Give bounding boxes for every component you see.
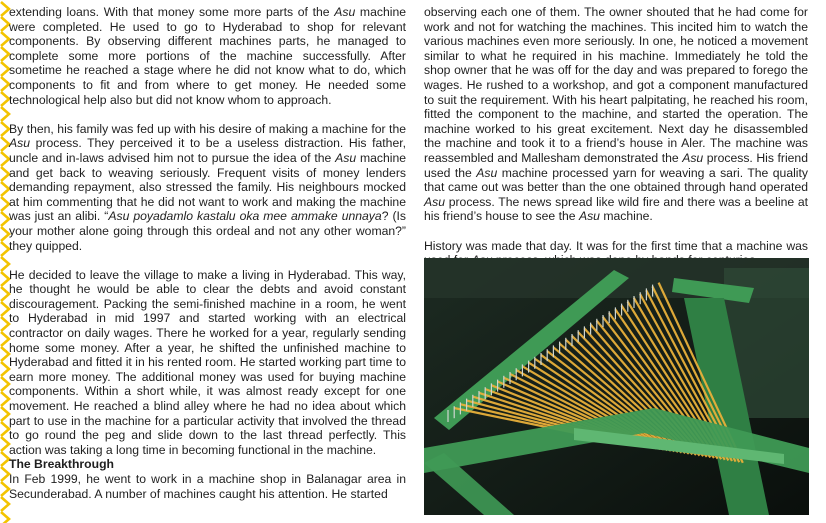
chevron-mark [1, 167, 9, 181]
italic-term: Asu [476, 165, 498, 180]
chevron-mark [1, 182, 9, 196]
chevron-mark [1, 272, 9, 286]
chevron-mark [1, 77, 9, 91]
right-column [424, 5, 808, 268]
chevron-mark [1, 212, 9, 226]
left-paragraphs [9, 5, 406, 457]
chevron-mark [1, 62, 9, 76]
right-paragraph: History was made that day. It was for the first time that a machine was [424, 239, 808, 268]
chevron-mark [1, 302, 9, 316]
chevron-mark [1, 107, 9, 121]
chevron-mark [1, 137, 9, 151]
italic-term: Asu [9, 136, 31, 151]
left-column [9, 5, 406, 501]
italic-term: Asu [424, 194, 446, 209]
left-paragraph: extending loans. With that money some more parts of the Asu machine were completed. He used to go to Hyderabad to shop for relevant components. By observing different machines parts, he managed to complete some more portions of the machine successfully. After sometime he reached a stage where he did not know what to do, which components to fit and from where to get money. He needed some technological help also but did not know whom to approach. [9, 5, 406, 107]
chevron-mark [1, 512, 9, 523]
chevron-mark [1, 257, 9, 271]
right-paragraph: observing each one of them. The owner shouted that he had come for work and not for watching the machines. This incited him to watch the various machines even more seriously. In one, he noticed a movement similar to what he required in his machine. Immediately he told the shop owner that he was off for the day and was prepared to forego the wages. He rushed to a workshop, and got a component manufactured to suit the requirement. With his heart palpitating, he reached his room, fitted the component to the machine, and started the operation. The machine worked to his great excitement. Next day he disassembled the machine and took it to a friend’s house in Aler. The machine was reassembled and Mallesham demonstrated the Asu process. His friend used the Asu machine processed yarn for weaving a sari. The quality that came out was better than the one obtained through hand operated Asu process. The news spread like wild fire and there was a beeline at his friend’s house to see the Asu machine. [424, 5, 808, 224]
chevron-mark [1, 47, 9, 61]
italic-term: Asu [335, 150, 357, 165]
chevron-mark [1, 317, 9, 331]
chevron-mark [1, 242, 9, 256]
section-heading: The Breakthrough [9, 457, 114, 472]
right-paragraphs [424, 5, 808, 268]
italic-term: Asu [682, 150, 704, 165]
chevron-mark [1, 437, 9, 451]
chevron-mark [1, 287, 9, 301]
chevron-mark [1, 152, 9, 166]
chevron-mark [1, 467, 9, 481]
chevron-mark [1, 2, 9, 16]
chevron-mark [1, 452, 9, 466]
italic-term: Asu poyadamlo kastalu oka mee ammake unnaya [108, 209, 382, 224]
chevron-mark [1, 482, 9, 496]
italic-term: Asu [578, 209, 600, 224]
chevron-mark [1, 362, 9, 376]
chevron-mark [1, 392, 9, 406]
chevron-mark [1, 227, 9, 241]
chevron-mark [1, 92, 9, 106]
chevron-mark [1, 197, 9, 211]
chevron-mark [1, 332, 9, 346]
chevron-mark [1, 122, 9, 136]
chevron-mark [1, 407, 9, 421]
chevron-mark [1, 377, 9, 391]
asu-machine-illustration [424, 258, 809, 515]
breakthrough-paragraph: In Feb 1999, he went to work in a machine shop in Balanagar area in Secunderabad. A number of machines caught his attention. He started [9, 472, 406, 501]
chevron-mark [1, 32, 9, 46]
chevron-mark [1, 17, 9, 31]
italic-term: Asu [334, 5, 356, 19]
left-paragraph: He decided to leave the village to make a living in Hyderabad. This way, he thought he would be able to clear the debts and avoid constant discouragement. Packing the semi-finished machine in a room, he went to Hyderabad in mid 1997 and started working with an electrical contractor on daily wages. There he worked for a year, regularly sending home some money. After a year, he shifted the unfinished machine to Hyderabad and fitted it in his rented room. He started working part time to earn more money. The additional money was used for buying machine components. Within a short while, it was almost ready except for one movement. He reached a blind alley where he had no idea about which part to use in the machine for a particular activity that involved the thread to go round the peg and slide down to the last thread perfectly. This action was taking a long time in becoming functional in the machine. [9, 267, 406, 457]
chevron-mark [1, 422, 9, 436]
chevron-mark [1, 497, 9, 511]
left-paragraph: By then, his family was fed up with his desire of making a machine for the Asu process. They perceived it to be a useless distraction. His father, uncle and in-laws advised him not to pursue the idea of the Asu machine and get back to weaving seriously. Frequent visits of money lenders demanding repayment, also stressed the family. His neighbours mocked at him commenting that he did not want to work and making the machine was just an alibi. “Asu poyadamlo kastalu oka mee ammake unnaya? (Is your mother alone going through this ordeal and not any other woman?” they quipped. [9, 121, 407, 253]
chevron-mark [1, 347, 9, 361]
asu-machine-photo [424, 258, 809, 515]
